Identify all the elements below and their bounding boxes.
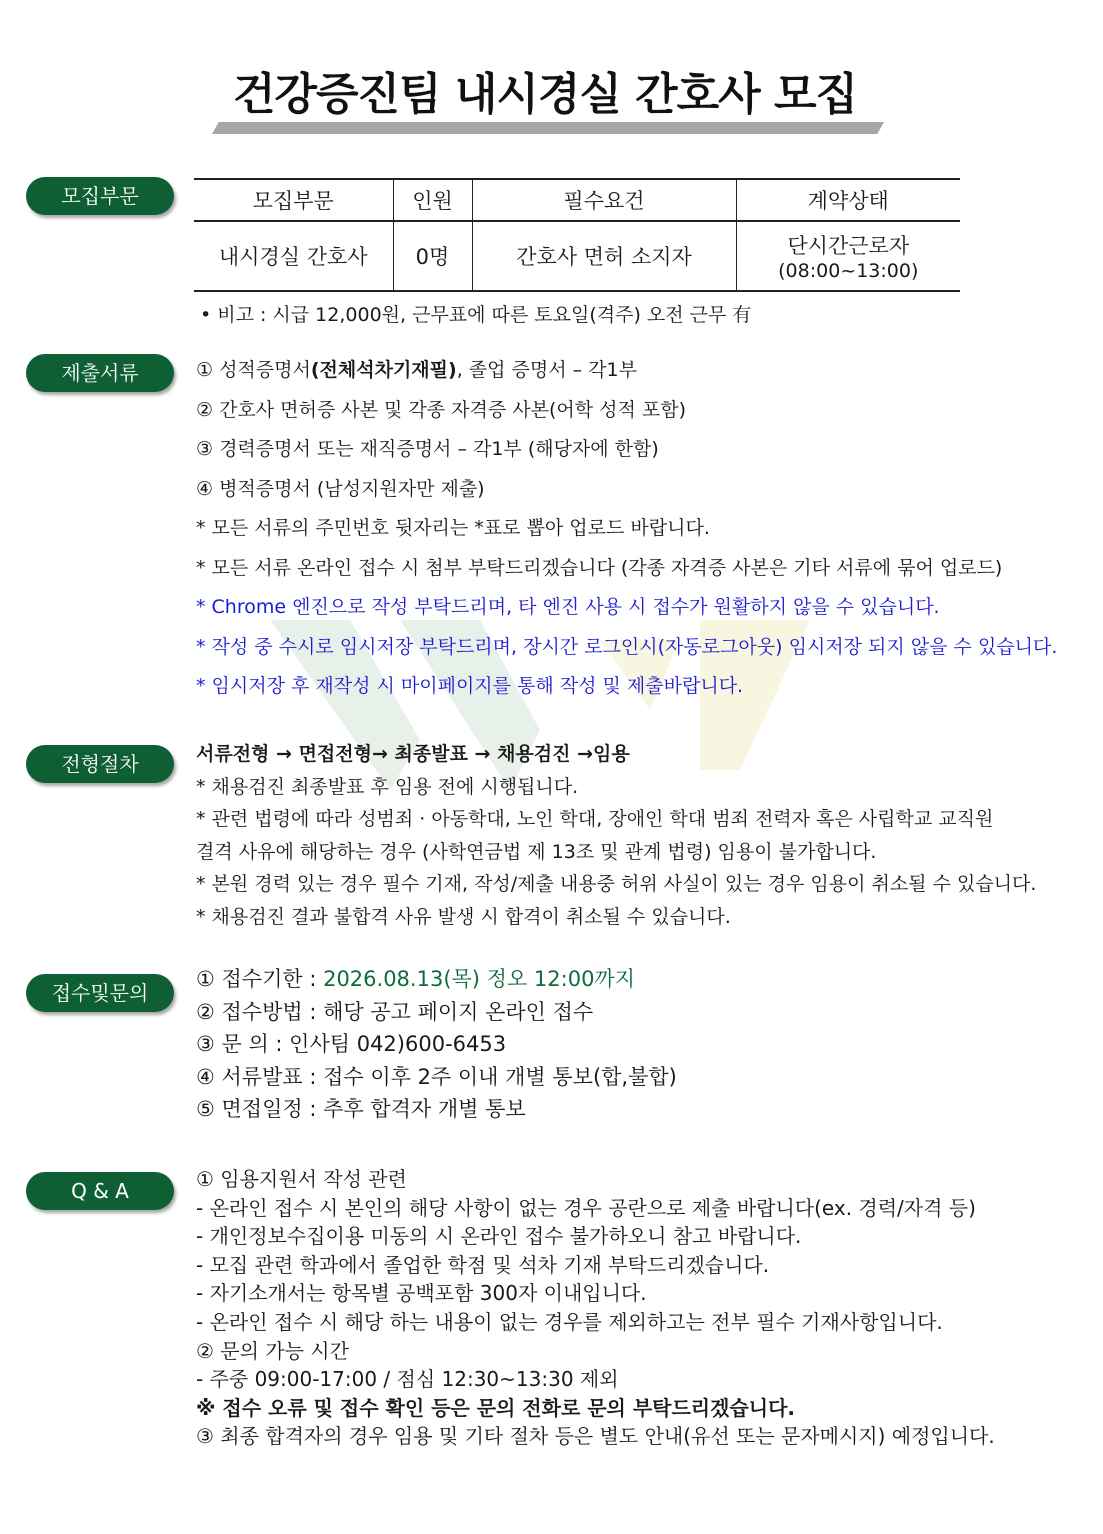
table-row <box>194 221 960 291</box>
process-list <box>196 738 1036 933</box>
list-item: - 자기소개서는 항목별 공백포함 300자 이내입니다. <box>196 1281 647 1306</box>
header-requirement: 필수요건 <box>472 179 736 221</box>
list-item: * 관련 법령에 따라 성범죄 · 아동학대, 노인 학대, 장애인 학대 범죄 전력자 혹은 사립학교 교직원 <box>196 808 994 830</box>
list-item <box>196 351 1057 391</box>
list-item: * Chrome 엔진으로 작성 부탁드리며, 타 엔진 사용 시 접수가 원활하지 않을 수 있습니다. <box>196 596 940 618</box>
section-recruit-label: 모집부문 <box>26 177 174 215</box>
header-contract: 계약상태 <box>736 179 960 221</box>
list-item: * 본원 경력 있는 경우 필수 기재, 작성/제출 내용중 허위 사실이 있는 경우 임용이 취소될 수 있습니다. <box>196 873 1037 895</box>
list-item: - 온라인 접수 시 해당 하는 내용이 없는 경우를 제외하고는 전부 필수 기재사항입니다. <box>196 1309 943 1334</box>
list-item: ③ 경력증명서 또는 재직증명서 – 각1부 (해당자에 한함) <box>196 438 659 460</box>
cell-contract <box>736 221 960 291</box>
recruit-note: • 비고 : 시급 12,000원, 근무표에 따른 토요일(격주) 오전 근무 有 <box>200 304 752 326</box>
process-flow: 서류전형 → 면접전형→ 최종발표 → 채용검진 →임용 <box>196 743 630 765</box>
list-item: ④ 서류발표 : 접수 이후 2주 이내 개별 통보(합,불합) <box>196 1064 677 1089</box>
section-apply-label: 접수및문의 <box>26 974 174 1012</box>
list-item: ⑤ 면접일정 : 추후 합격자 개별 통보 <box>196 1097 526 1121</box>
section-qa-label: Q & A <box>26 1172 174 1210</box>
contract-type: 단시간근로자 <box>787 234 910 258</box>
docs-list <box>196 351 1057 707</box>
list-item: * 모든 서류 온라인 접수 시 첨부 부탁드리겠습니다 (각종 자격증 사본은 기타 서류에 묶어 업로드) <box>196 556 1003 579</box>
list-item: * 채용검진 최종발표 후 임용 전에 시행됩니다. <box>196 775 579 798</box>
list-item: * 모든 서류의 주민번호 뒷자리는 *표로 뽑아 업로드 바랍니다. <box>196 517 710 539</box>
list-item: - 온라인 접수 시 본인의 해당 사항이 없는 경우 공란으로 제출 바랍니다(ex. 경력/자격 등) <box>196 1195 976 1220</box>
page-title: 건강증진팀 내시경실 간호사 모집 <box>232 69 857 120</box>
list-item: ② 간호사 면허증 사본 및 각종 자격증 사본(어학 성적 포함) <box>196 398 687 421</box>
deadline-label: ① 접수기한 : <box>196 967 324 991</box>
list-item: - 주중 09:00-17:00 / 점심 12:30~13:30 제외 <box>196 1367 619 1392</box>
list-item: ① 임용지원서 작성 관련 <box>196 1167 407 1191</box>
docs-item-text: , 졸업 증명서 – 각1부 <box>456 359 637 381</box>
section-docs-label: 제출서류 <box>26 354 174 392</box>
list-item: - 개인정보수집이용 미동의 시 온라인 접수 불가하오니 참고 바랍니다. <box>196 1224 802 1249</box>
list-item: ② 접수방법 : 해당 공고 페이지 온라인 접수 <box>196 999 594 1024</box>
list-item: * 임시저장 후 재작성 시 마이페이지를 통해 작성 및 제출바랍니다. <box>196 675 744 697</box>
cell-count: 0명 <box>393 221 472 291</box>
list-item: - 모집 관련 학과에서 졸업한 학점 및 석차 기재 부탁드리겠습니다. <box>196 1252 770 1277</box>
list-item <box>196 963 677 996</box>
table-header-row <box>194 179 960 221</box>
deadline-date: 2026.08.13(목) 정오 12:00까지 <box>323 967 635 991</box>
qa-list <box>196 1165 995 1451</box>
docs-item-emphasis: (전체석차기재필) <box>310 359 457 381</box>
header-count: 인원 <box>393 179 472 221</box>
title-underline <box>212 122 884 134</box>
recruit-table <box>194 178 960 292</box>
section-process-label: 전형절차 <box>26 745 174 783</box>
list-item: 결격 사유에 해당하는 경우 (사학연금법 제 13조 및 관계 법령) 임용이 불가합니다. <box>196 840 877 863</box>
docs-item-text: ① 성적증명서 <box>196 359 311 381</box>
contract-hours: (08:00~13:00) <box>778 260 919 282</box>
header-dept: 모집부문 <box>252 189 334 213</box>
list-item: * 작성 중 수시로 임시저장 부탁드리며, 장시간 로그인시(자동로그아웃) 임시저장 되지 않을 수 있습니다. <box>196 635 1058 658</box>
list-item: ④ 병적증명서 (남성지원자만 제출) <box>196 477 485 500</box>
list-item: ② 문의 가능 시간 <box>196 1338 349 1363</box>
list-item: * 채용검진 결과 불합격 사유 발생 시 합격이 취소될 수 있습니다. <box>196 905 731 928</box>
apply-list <box>196 963 677 1126</box>
list-item: ③ 문 의 : 인사팀 042)600-6453 <box>196 1032 507 1056</box>
list-item: ③ 최종 합격자의 경우 임용 및 기타 절차 등은 별도 안내(유선 또는 문자메시지) 예정입니다. <box>196 1424 995 1449</box>
cell-requirement: 간호사 면허 소지자 <box>472 221 736 291</box>
list-item: ※ 접수 오류 및 접수 확인 등은 문의 전화로 문의 부탁드리겠습니다. <box>196 1395 795 1420</box>
cell-dept: 내시경실 간호사 <box>218 245 368 269</box>
